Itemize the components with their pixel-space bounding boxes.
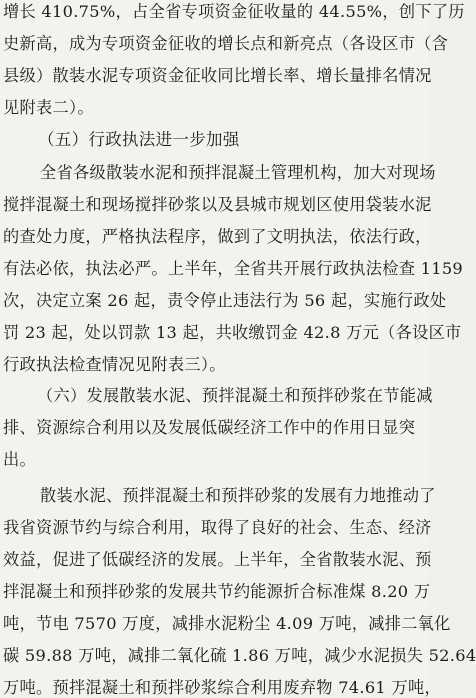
text-line-20: 吨，节电 7570 万度，减排水泥粉尘 4.09 万吨，减排二氧化 [3, 614, 451, 633]
text-line-11: 罚 23 起，处以罚款 13 起，共收缴罚金 42.8 万元（各设区市 [3, 323, 462, 342]
text-line-17: 我省资源节约与综合利用，取得了良好的社会、生态、经济 [3, 518, 432, 537]
text-line-8: 的查处力度，严格执法程序，做到了文明执法，依法行政， [3, 227, 432, 246]
text-line-10: 次，决定立案 26 起，责令停止违法行为 56 起，实施行政处 [3, 291, 447, 310]
text-line-13: （六）发展散装水泥、预拌混凝土和预拌砂浆在节能减 [37, 386, 433, 405]
text-line-15: 出。 [3, 450, 36, 469]
text-line-1: 增长 410.75%，占全省专项资金征收量的 44.55%，创下了历 [3, 2, 465, 21]
text-line-19: 拌混凝土和预拌砂浆的发展共节约能源折合标准煤 8.20 万 [3, 582, 431, 601]
text-line-2: 史新高，成为专项资金征收的增长点和新亮点（各设区市（含 [3, 34, 449, 53]
text-line-6: 全省各级散装水泥和预拌混凝土管理机构，加大对现场 [40, 163, 436, 182]
text-line-9: 有法必依，执法必严。上半年，全省共开展行政执法检查 1159 [3, 259, 464, 278]
text-line-7: 搅拌混凝土和现场搅拌砂浆以及县城市规划区使用袋装水泥 [3, 195, 432, 214]
text-line-4: 见附表二）。 [3, 98, 94, 117]
text-line-3: 县级）散装水泥专项资金征收同比增长率、增长量排名情况 [3, 66, 432, 85]
text-line-14: 排、资源综合利用以及发展低碳经济工作中的作用日显突 [3, 418, 416, 437]
text-line-21: 碳 59.88 万吨，减排二氧化硫 1.86 万吨，减少水泥损失 52.64 [3, 646, 476, 665]
text-line-12: 行政执法检查情况见附表三）。 [3, 355, 226, 374]
text-line-16: 散装水泥、预拌混凝土和预拌砂浆的发展有力地推动了 [40, 486, 436, 505]
text-line-22: 万吨。预拌混凝土和预拌砂浆综合利用废弃物 74.61 万吨， [3, 678, 441, 697]
section-heading-5: （五）行政执法进一步加强 [38, 130, 240, 149]
text-line-18: 效益，促进了低碳经济的发展。上半年，全省散装水泥、预 [3, 550, 432, 569]
